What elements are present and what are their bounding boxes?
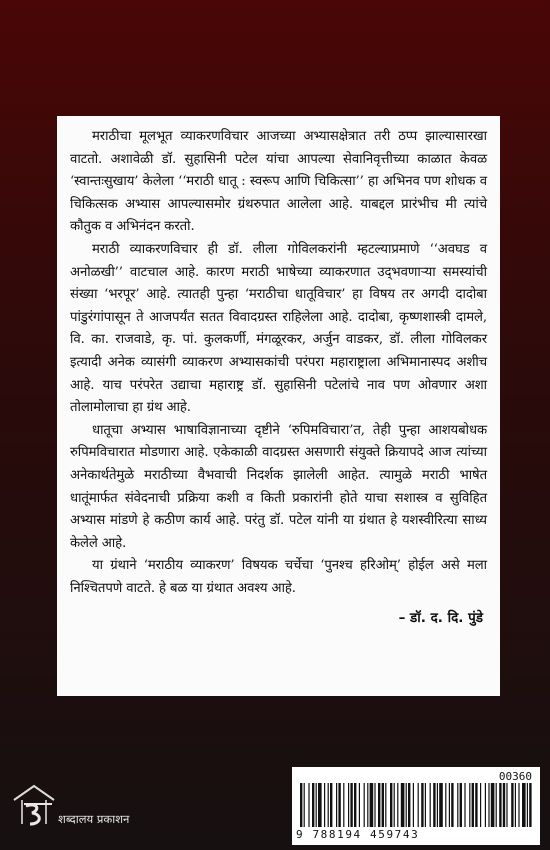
barcode-bar — [397, 783, 398, 827]
barcode-bar — [312, 783, 314, 827]
barcode-bar — [370, 783, 374, 827]
barcode-bar — [304, 783, 305, 827]
barcode-bar — [488, 783, 489, 827]
barcode-bar — [413, 783, 414, 827]
barcode-bar — [464, 783, 465, 827]
barcode-bar — [390, 783, 392, 827]
barcode-bar — [496, 783, 497, 827]
barcode-bar — [374, 783, 375, 827]
blurb-paragraph-2: मराठी व्याकरणविचार ही डॉ. लीला गोविलकरांनी म्हटल्याप्रमाणे ‘‘अवघड व अनोळखी’’ वाटचाल आहे. कारण मराठी भाषेच्या व्याकरणात उद्‌भवणाऱ्या समस्यांची संख्या ‘भरपूर’ आहे. त्यातही पुन्हा ‘मराठीचा धातूविचार’ हा विषय तर अगदी दादोबा पांडुरंगांपासून ते आजपर्यंत सतत विवादग्रस्त राहिलेला आहे. दादोबा, कृष्णशास्त्री दामले, वि. का. राजवाडे, कृ. पां. कुलकर्णी, मंगळूरकर, अर्जुन वाडकर, डॉ. लीला गोविलकर इत्यादी अनेक व्यासंगी व्याकरण अभ्यासकांची परंपरा महाराष्ट्राला अभिमानास्पद अशीच आहे. याच परंपरेत उद्याचा महाराष्ट्र डॉ. सुहासिनी पटेलांचे नाव पण ओवणार अशा तोलामोलाचा हा ग्रंथ आहे. — [70, 241, 487, 416]
barcode-bar — [522, 783, 526, 827]
barcode-bar — [378, 783, 380, 827]
barcode-bar — [318, 783, 322, 827]
barcode-bar — [336, 783, 337, 827]
barcode-bar — [518, 783, 519, 827]
barcode-bar — [354, 783, 356, 827]
barcode-bar — [330, 783, 332, 827]
barcode-bar — [421, 783, 423, 827]
isbn-digits: 9 788194 459743 — [296, 828, 420, 841]
barcode-bar — [480, 783, 481, 827]
barcode-bar — [408, 783, 410, 827]
barcode-bar — [515, 783, 516, 827]
barcode-bar — [469, 783, 470, 827]
barcode-bar — [457, 783, 458, 827]
barcode-bar — [300, 783, 302, 827]
barcode-bar — [350, 783, 352, 827]
barcode-bar — [449, 783, 450, 827]
isbn-barcode — [292, 767, 540, 845]
blurb-paragraph-4: या ग्रंथाने ‘मराठीय व्याकरण’ विषयक चर्चेचा ‘पुनश्च हरिओम्’ होईल असे मला निश्चितपणे वाटते. हे बळ या ग्रंथात अवश्य आहे. — [70, 558, 487, 596]
barcode-bar — [437, 783, 438, 827]
barcode-bar — [359, 783, 360, 827]
barcode-bar — [460, 783, 462, 827]
barcode-bar — [382, 783, 384, 827]
barcode-bar — [367, 783, 368, 827]
barcode-bar — [511, 783, 513, 827]
barcode-bar — [343, 783, 344, 827]
publisher-block — [6, 780, 216, 840]
barcode-bar — [364, 783, 365, 827]
barcode-bar — [394, 783, 395, 827]
barcode-bar — [425, 783, 426, 827]
barcode-bar — [472, 783, 474, 827]
barcode-bar — [316, 783, 317, 827]
barcode-bar — [529, 783, 531, 827]
barcode-bar — [445, 783, 446, 827]
barcode-bar — [491, 783, 495, 827]
barcode-bars — [298, 783, 534, 827]
barcode-bar — [418, 783, 419, 827]
barcode-bar — [503, 783, 505, 827]
barcode-bar — [328, 783, 329, 827]
barcode-bar — [451, 783, 453, 827]
barcode-bar — [506, 783, 507, 827]
barcode-bar — [475, 783, 477, 827]
author-signature: – डॉ. द. दि. पुंडे — [398, 610, 483, 627]
barcode-bar — [348, 783, 349, 827]
barcode-bar — [385, 783, 386, 827]
blurb-paragraph-1: मराठीचा मूलभूत व्याकरणविचार आजच्या अभ्यासक्षेत्रात तरी ठप्प झाल्यासारखा वाटतो. अशावेळी डॉ. सुहासिनी पटेल यांचा आपल्या सेवानिवृत्तीच्या काळात केवळ ‘स्वान्तःसुखाय’ केलेला ‘‘मराठी धातू : स्वरूप आणि चिकित्सा’’ हा अभिनव पण शोधक व चिकित्सक अभ्यास आपल्यासमोर ग्रंथरुपात आलेला आहे. याबद्दल प्रारंभीच मी त्यांचे कौतुक व अभिनंदन करतो. — [70, 129, 487, 235]
barcode-bar — [406, 783, 407, 827]
blurb-paragraph-3: धातूचा अभ्यास भाषाविज्ञानाच्या दृष्टीने ‘रुपिमविचारा’त, तेही पुन्हा आशयबोधक रुपिमविचारात मोडणारा आहे. एकेकाळी वादग्रस्त असणारी संयुक्ते क्रियापदे आज त्यांच्या अनेकार्थतेमुळे मराठीच्या वैभवाची निदर्शक झालेली आहेत. त्यामुळे मराठी भाषेत धातूंमार्फत संवेदनाची प्रक्रिया कशी व किती प्रकारांनी होते याचा सशास्त्र व सुविहित अभ्यास मांडणे हे कठीण कार्य आहे. परंतु डॉ. पटेल यांनी या ग्रंथात हे यशस्वीरित्या साध्य केलेले आहे. — [70, 422, 487, 551]
barcode-bar — [324, 783, 325, 827]
barcode-bar — [430, 783, 431, 827]
barcode-bar — [439, 783, 443, 827]
barcode-bar — [433, 783, 435, 827]
blurb-panel — [57, 116, 500, 696]
price-code: 00360 — [498, 770, 532, 783]
barcode-bar — [527, 783, 528, 827]
barcode-bar — [338, 783, 340, 827]
barcode-bar — [308, 783, 309, 827]
barcode-bar — [499, 783, 501, 827]
barcode-bar — [485, 783, 486, 827]
publisher-name: शब्दालय प्रकाशन — [58, 812, 130, 826]
barcode-bar — [401, 783, 405, 827]
